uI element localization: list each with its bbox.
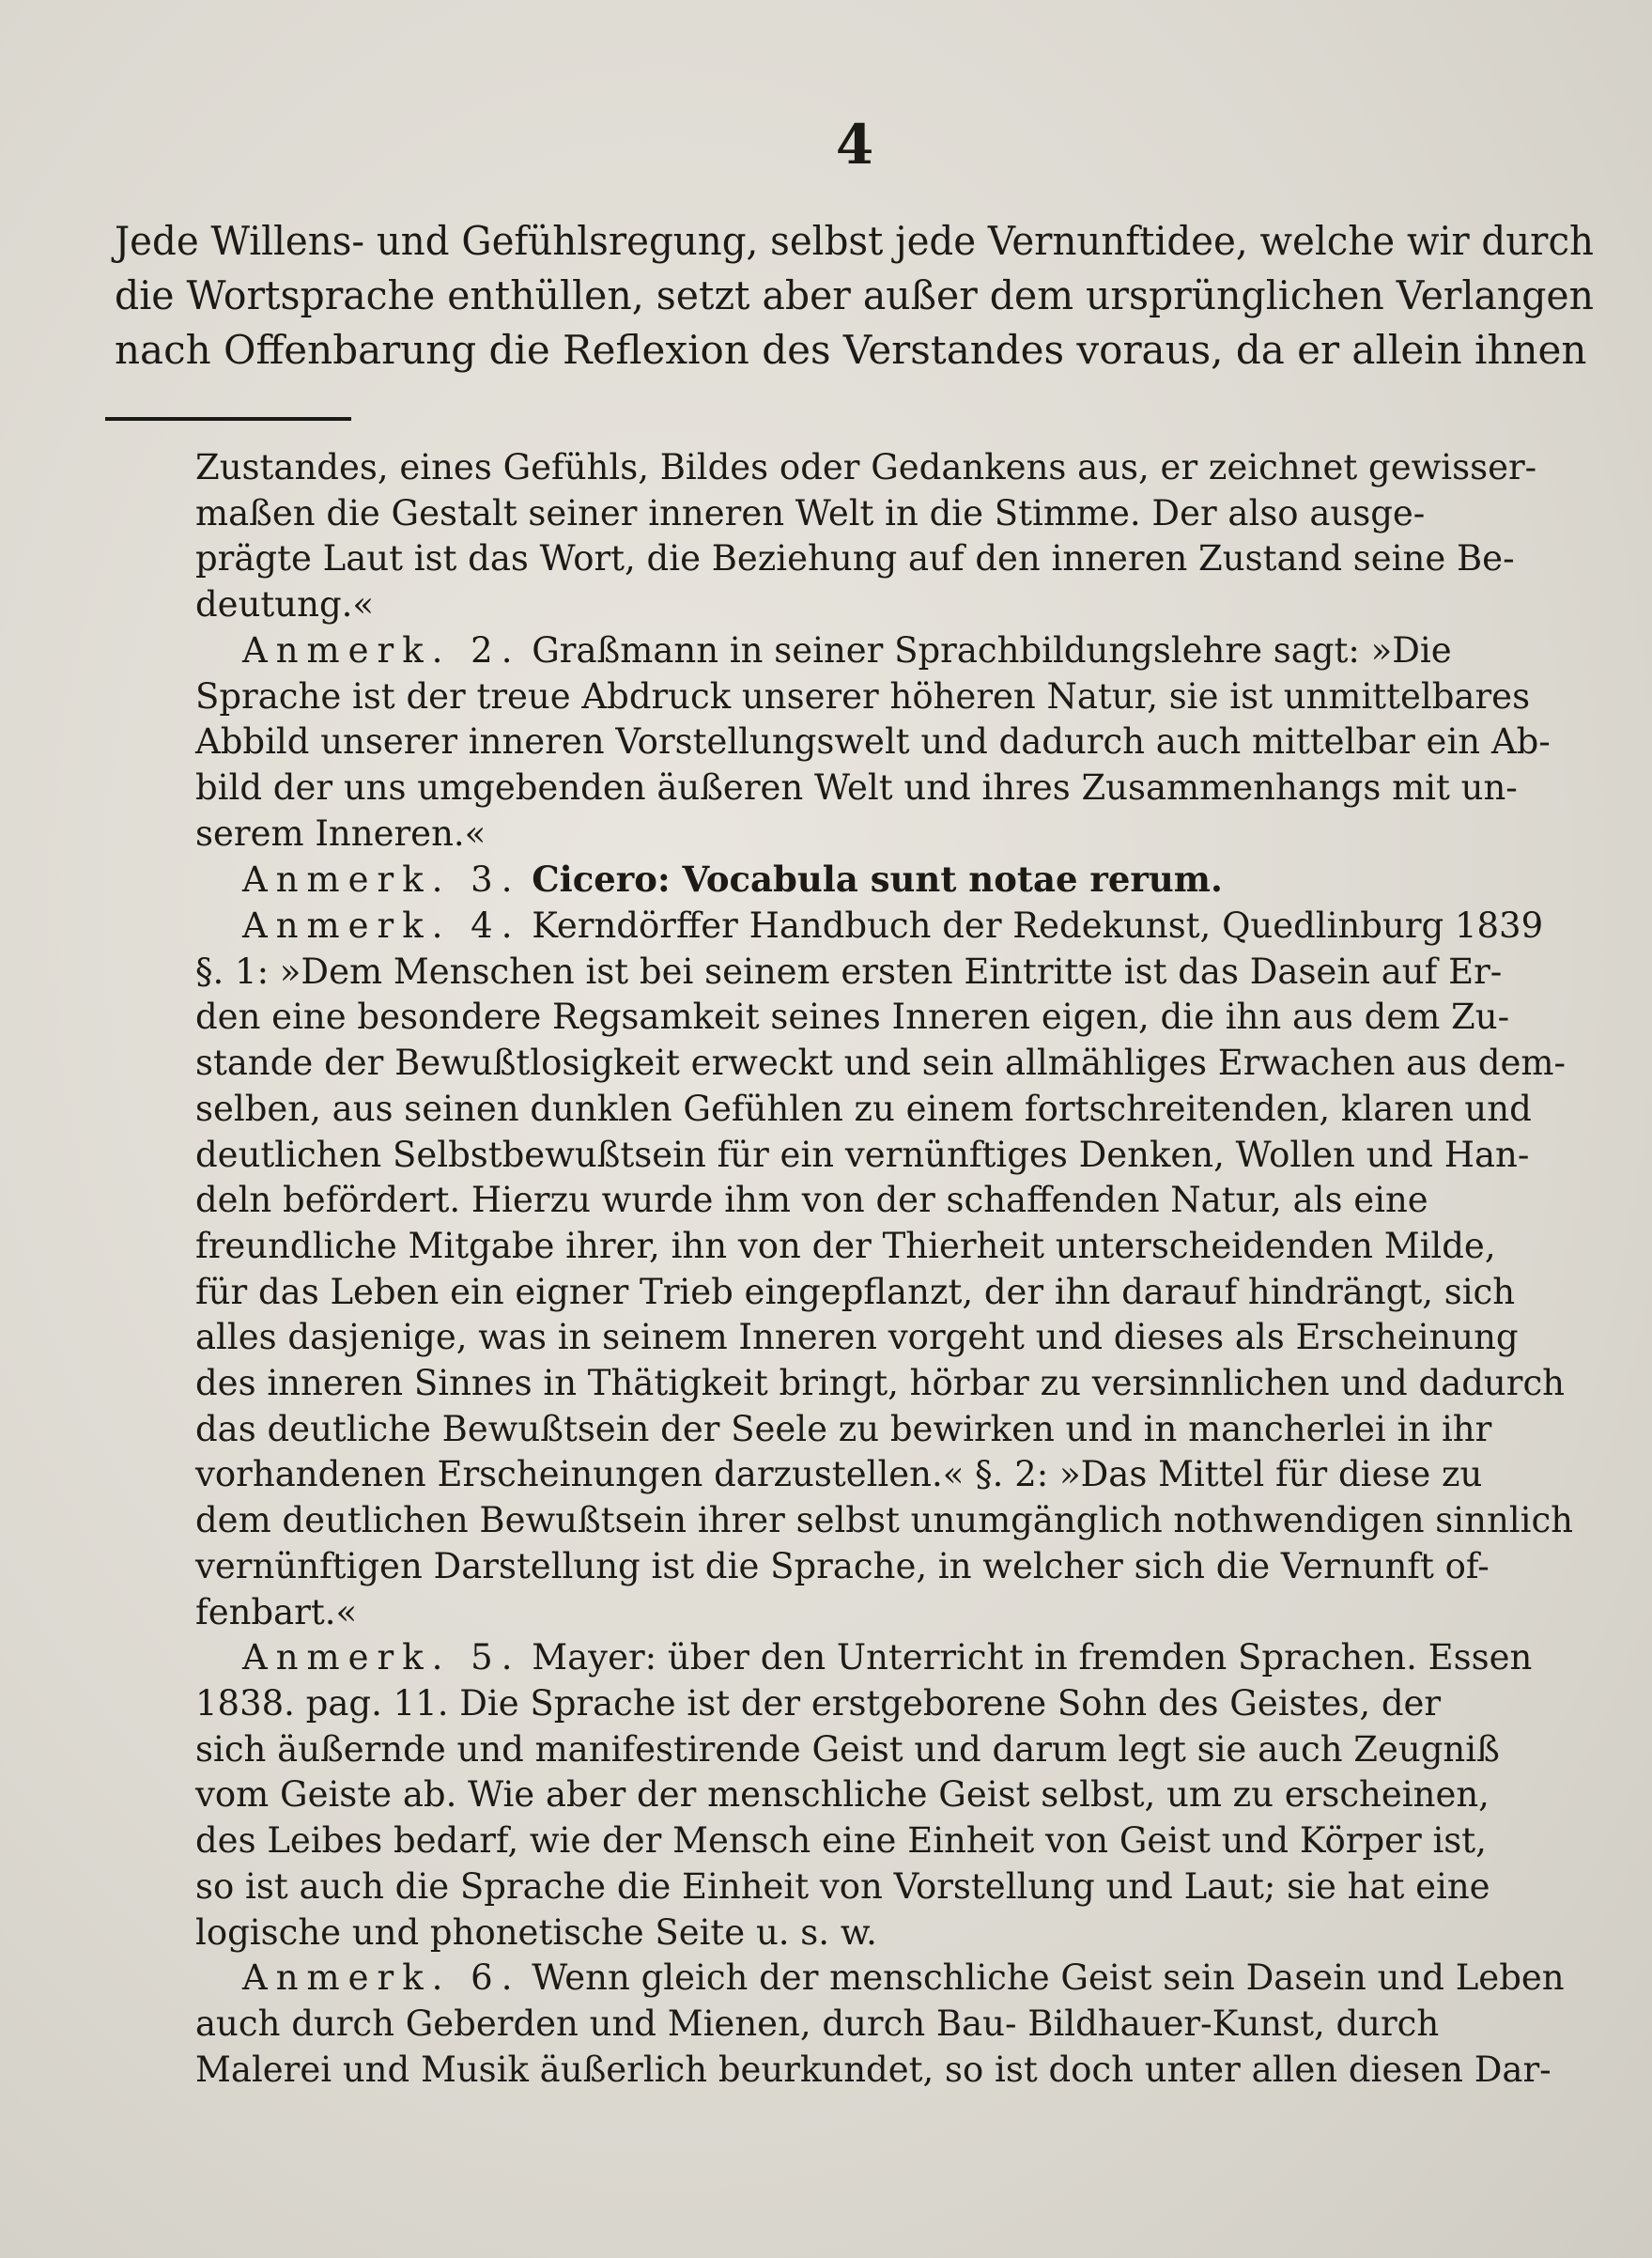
note-3-line xyxy=(195,857,1595,904)
page-number: 4 xyxy=(835,113,874,177)
note-line: dem deutlichen Bewußtsein ihrer selbst unumgänglich nothwendigen sinnlich xyxy=(195,1500,1574,1541)
footnote-line: deutung.« xyxy=(195,584,375,626)
note-line: logische und phonetische Seite u. s. w. xyxy=(195,1911,877,1953)
note-line: selben, aus seinen dunklen Gefühlen zu einem fortschreitenden, klaren und xyxy=(195,1088,1532,1129)
note-line: auch durch Geberden und Mienen, durch Bau- Bildhauer-Kunst, durch xyxy=(195,2003,1440,2044)
note-line: vom Geiste ab. Wie aber der menschliche Geist selbst, um zu erscheinen, xyxy=(195,1774,1490,1816)
note-line: §. 1: »Dem Menschen ist bei seinem ersten Eintritte ist das Dasein auf Er- xyxy=(195,951,1503,992)
note-line: vernünftigen Darstellung ist die Sprache, in welcher sich die Vernunft of- xyxy=(195,1545,1490,1586)
note-line: alles dasjenige, was in seinem Inneren vorgeht und dieses als Erscheinung xyxy=(195,1317,1519,1358)
footnote-line: prägte Laut ist das Wort, die Beziehung auf den inneren Zustand seine Be- xyxy=(195,538,1515,580)
note-6-first-line: Anmerk. 6. Wenn gleich der menschliche Geist sein Dasein und Leben xyxy=(242,1957,1565,1999)
note-line: Abbild unserer inneren Vorstellungswelt und dadurch auch mittelbar ein Ab- xyxy=(195,721,1551,763)
note-label: Anmerk. 6. xyxy=(242,1957,521,1999)
note-line: des Leibes bedarf, wie der Mensch eine Einheit von Geist und Körper ist, xyxy=(195,1820,1487,1862)
note-line: den eine besondere Regsamkeit seines Inneren eigen, die ihn aus dem Zu- xyxy=(195,997,1510,1038)
note-line: freundliche Mitgabe ihrer, ihn von der Thierheit unterscheidenden Milde, xyxy=(195,1225,1496,1266)
note-line: stande der Bewußtlosigkeit erweckt und sein allmähliges Erwachen aus dem- xyxy=(195,1043,1566,1084)
note-line: serem Inneren.« xyxy=(195,812,486,854)
note-line: Malerei und Musik äußerlich beurkundet, so ist doch unter allen diesen Dar- xyxy=(195,2049,1552,2090)
note-line: das deutliche Bewußtsein der Seele zu bewirken und in mancherlei in ihr xyxy=(195,1408,1492,1449)
note-2-first-line: Anmerk. 2. Graßmann in seiner Sprachbildungslehre sagt: »Die xyxy=(242,629,1452,671)
text-line: nach Offenbarung die Reflexion des Verstandes voraus, da er allein ihnen xyxy=(115,327,1587,373)
note-label: Anmerk. 3. xyxy=(242,859,521,901)
footnote-line: Zustandes, eines Gefühls, Bildes oder Gedankens aus, er zeichnet gewisser- xyxy=(195,447,1537,487)
footnote-divider xyxy=(105,417,351,421)
note-line: 1838. pag. 11. Die Sprache ist der erstgeborene Sohn des Geistes, der xyxy=(195,1682,1442,1724)
main-text xyxy=(115,214,1594,378)
text-line: die Wortsprache enthüllen, setzt aber außer dem ursprünglichen Verlangen xyxy=(115,272,1595,318)
note-label: Anmerk. 4. xyxy=(242,905,521,947)
note-line: Sprache ist der treue Abdruck unserer höheren Natur, sie ist unmittelbares xyxy=(195,675,1531,717)
note-label: Anmerk. 5. xyxy=(242,1637,521,1678)
note-5-first-line: Anmerk. 5. Mayer: über den Unterricht in fremden Sprachen. Essen xyxy=(242,1637,1533,1678)
note-line: bild der uns umgebenden äußeren Welt und ihres Zusammenhangs mit un- xyxy=(195,766,1518,808)
note-4-first-line: Anmerk. 4. Kerndörffer Handbuch der Redekunst, Quedlinburg 1839 xyxy=(242,905,1544,947)
note-line: fenbart.« xyxy=(195,1591,358,1632)
note-line: so ist auch die Sprache die Einheit von Vorstellung und Laut; sie hat eine xyxy=(195,1865,1490,1907)
footnotes xyxy=(195,445,1595,2093)
note-line: für das Leben ein eigner Trieb eingepflanzt, der ihn darauf hindrängt, sich xyxy=(195,1271,1516,1312)
note-line: deln befördert. Hierzu wurde ihm von der schaffenden Natur, als eine xyxy=(195,1180,1428,1221)
note-label: Anmerk. 2. xyxy=(242,629,521,671)
text-line: Jede Willens- und Gefühlsregung, selbst jede Vernunftidee, welche wir durch xyxy=(115,218,1594,264)
note-line: deutlichen Selbstbewußtsein für ein vernünftiges Denken, Wollen und Han- xyxy=(195,1134,1530,1175)
note-line: sich äußernde und manifestirende Geist und darum legt sie auch Zeugniß xyxy=(195,1728,1500,1770)
note-line: vorhandenen Erscheinungen darzustellen.« §. 2: »Das Mittel für diese zu xyxy=(195,1454,1483,1495)
footnote-line: maßen die Gestalt seiner inneren Welt in die Stimme. Der also ausge- xyxy=(195,492,1426,534)
note-line: des inneren Sinnes in Thätigkeit bringt, hörbar zu versinnlichen und dadurch xyxy=(195,1363,1565,1404)
latin-quote: Cicero: Vocabula sunt notae rerum. xyxy=(532,858,1223,901)
